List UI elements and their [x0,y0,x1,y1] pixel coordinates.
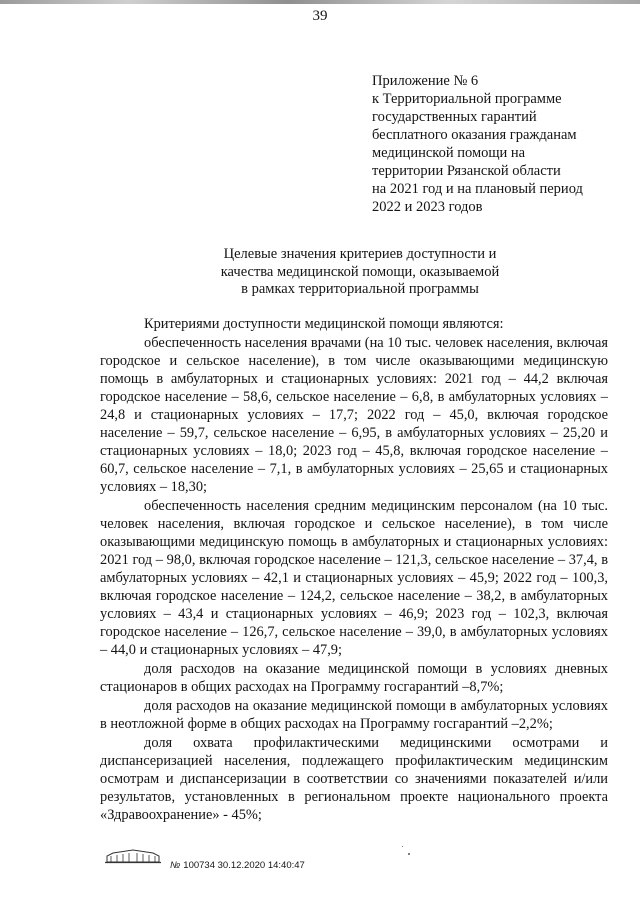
document-title [150,246,570,299]
appendix-line: бесплатного оказания гражданам [372,127,577,143]
paragraph-day-hospitals: доля расходов на оказание медицинской помощи в условиях дневных стационаров в общих расходах на Программу госгарантий –8,7%; [100,661,608,695]
paragraph-intro: Критериями доступности медицинской помощи являются: [144,316,504,332]
body-text [100,315,608,824]
scan-speck [402,846,403,847]
appendix-line: к Территориальной программе [372,91,562,107]
scan-edge [0,0,640,4]
scan-speck [408,853,410,855]
title-line: Целевые значения критериев доступности и [223,246,497,262]
appendix-line: Приложение № 6 [372,73,479,89]
appendix-line: на 2021 год и на плановый период [372,181,583,197]
page-number: 39 [312,8,328,24]
appendix-line: медицинской помощи на [372,145,526,161]
appendix-line: государственных гарантий [372,109,537,125]
title-line: качества медицинской помощи, оказываемой [220,263,500,280]
registration-stamp [170,860,305,872]
paragraph-prevention: доля охвата профилактическими медицинскими осмотрами и диспансеризацией населения, подлежащего профилактическим медицинским осмотрам и диспансеризации в соответствии со значениями показателей и/или результатов, установленных в региональном проекте национального проекта «Здравоохранение» - 45%; [100,735,608,823]
appendix-line: территории Рязанской области [372,163,561,179]
paragraph-emergency: доля расходов на оказание медицинской помощи в амбулаторных условиях в неотложной форме в общих расходах на Программу госгарантий –2,2%; [100,698,608,732]
appendix-header [372,72,632,216]
building-stamp-icon [103,848,163,864]
appendix-line: 2022 и 2023 годов [372,199,483,215]
stamp-number-date: 100734 30.12.2020 14:40:47 [183,860,305,871]
paragraph-nurses: обеспеченность населения средним медицинским персоналом (на 10 тыс. человек населения, включая городское и сельское население), в том числе оказывающими медицинскую помощь в амбулаторных и стационарных условиях: 2021 год – 98,0, включая городское население – 121,3, сельское население – 37,4, в амбулаторных условиях – 42,1 и стационарных условиях – 45,9; 2022 год – 100,3, включая городское население – 124,2, сельское население – 38,2, в амбулаторных условиях – 43,4 и стационарных условиях – 46,9; 2023 год – 102,3, включая городское население – 126,7, сельское население – 39,0, в амбулаторных условиях – 44,0 и стационарных условиях – 47,9; [100,498,608,658]
paragraph-doctors: обеспеченность населения врачами (на 10 тыс. человек населения, включая городское и сельское население), в том числе оказывающими медицинскую помощь в амбулаторных и стационарных условиях: 2021 год – 44,2 включая городское население – 58,6, сельское население – 6,8, в амбулаторных условиях – 24,8 и стационарных условиях – 17,7; 2022 год – 45,0, включая городское население – 59,7, сельское население – 6,95, в амбулаторных условиях – 25,20 и стационарных условиях – 18,0; 2023 год – 45,8, включая городское население – 60,7, сельское население – 7,1, в амбулаторных условиях – 25,65 и стационарных условиях – 18,30; [100,335,608,495]
stamp-mark: № [170,860,181,871]
title-line: в рамках территориальной программы [241,281,479,297]
